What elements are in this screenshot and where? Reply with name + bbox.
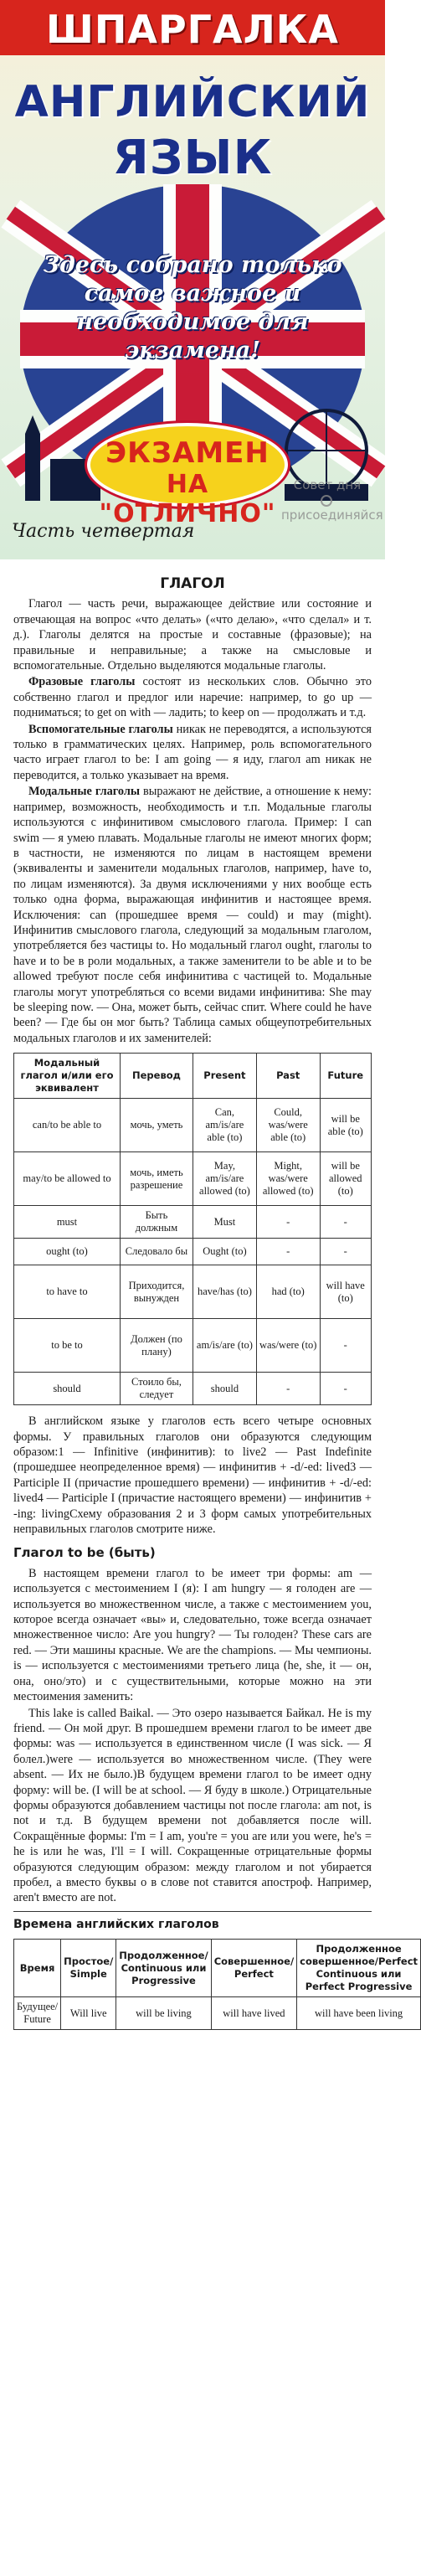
table-cell: Must [193, 1206, 256, 1239]
table-header: Present [193, 1054, 256, 1099]
auxiliary-verbs-term: Вспомогательные глаголы [28, 722, 173, 736]
exam-badge-line-1: ЭКЗАМЕН [105, 436, 270, 470]
table-row [14, 1099, 372, 1152]
table-cell: have/has (to) [193, 1265, 256, 1319]
brand-title: ШПАРГАЛКА [46, 7, 339, 52]
phrasal-verbs-term: Фразовые глаголы [28, 675, 136, 689]
verb-paragraph-4: Модальные глаголы выражают не действие, а отношение к нему: например, возможность, необходимость и т.п. Модальные глаголы используются с инфинитивом смыслового глагола. Пример: I can swim — я умею плавать. Модальные глаголы не имеют многих форм; в частности, не изменяются по лицам в настоящем времени (эквиваленты и заменители модальных глаголов, например, have to, по лицам изменяются). За двумя исключениями у них вообще есть только одна форма, выражающая инфинитив и настоящее время. Исключения: can (прошедшее время — could) и may (might). Инфинитив смыслового глагола, следующий за модальным глаголом, употребляется без частицы to. Но модальный глагол ought, глаголы to have и to be в роли модальных, а также заменители to be able и to be allowed требуют после себя инфинитива с частицей to. Модальные глаголы могут употребляться со всеми видами инфинитива: She may be sleeping now. — Она, может быть, сейчас спит. Where could he have been? — Где бы он мог быть? Таблица самых общеупотребительных модальных глаголов и их заменителей: [13, 785, 372, 1045]
table-cell: Will live [61, 1997, 116, 2030]
table-header: Модальный глагол и/или его эквивалент [14, 1054, 121, 1099]
table-row [14, 1239, 372, 1265]
table-row [14, 1265, 372, 1319]
table-row [14, 1206, 372, 1239]
modal-verbs-term: Модальные глаголы [28, 785, 141, 799]
table-cell: Ought (to) [193, 1239, 256, 1265]
subject-line-1: АНГЛИЙСКИЙ [14, 77, 371, 127]
table-cell: May, am/is/are allowed (to) [193, 1152, 256, 1206]
table-cell: will have been living [297, 1997, 421, 2030]
to-be-paragraph-2: This lake is called Baikal. — Это озеро называется Байкал. He is my friend. — Он мой друг. В прошедшем времени глагол to be имеет две формы: was — используется в единственном числе (I was sick. — Я болел.)were — используется во множественном числе. (They were absent. — Их не было.)В будущем времени глагол to be имеет одну форму: will be. (I will be at school. — Я буду в школе.) Отрицательные формы образуются добавлением частицы not после глагола: am not, is not и т.д. В будущем времени not добавляется после will. Сокращённые формы: I'm = I am, you're = you are или you were, he's = he is или he was, I'll = I will. Сокращенные отрицательные формы образуются следующим образом: между глаголом и not убирается пробел, а вместо буквы o в слове not ставится апостроф. Например, aren't вместо are not. [13, 1706, 372, 1905]
table-header: Продолженное совершенное/Perfect Continuous или Perfect Progressive [297, 1940, 421, 1997]
table-header: Перевод [120, 1054, 193, 1099]
table-cell: мочь, уметь [120, 1099, 193, 1152]
table-cell: will be living [116, 1997, 211, 2030]
table-cell: - [320, 1319, 372, 1373]
watermark-line-2: присоединяйся [281, 507, 383, 523]
exam-badge [87, 423, 288, 528]
table-cell: - [256, 1239, 320, 1265]
table-header-row [14, 1054, 372, 1099]
table-cell: - [256, 1206, 320, 1239]
table-row [14, 1373, 372, 1405]
table-cell: мочь, иметь разрешение [120, 1152, 193, 1206]
table-cell: will have (to) [320, 1265, 372, 1319]
table-cell: will be allowed (to) [320, 1152, 372, 1206]
cover-tagline: Здесь собрано только самое важное и необходимое для экзамена! [43, 252, 342, 363]
table-header: Простое/ Simple [61, 1940, 116, 1997]
table-cell: - [320, 1239, 372, 1265]
table-cell: Быть должным [120, 1206, 193, 1239]
table-cell: can/to be able to [14, 1099, 121, 1152]
table-cell: - [320, 1373, 372, 1405]
table-cell: should [14, 1373, 121, 1405]
verb-paragraph-1: Глагол — часть речи, выражающее действие или состояние и отвечающая на вопрос «что делать» («что делаю», «что сделал» и т. д.). Глаголы делятся на простые и составные (фразовые); на правильные и неправильные; а также на смысловые и вспомогательные. Отдельно выделяются модальные глаголы. [13, 597, 372, 673]
section-divider [13, 1911, 372, 1912]
table-header: Время [14, 1940, 61, 1997]
table-cell: should [193, 1373, 256, 1405]
watermark-line-1: Совет дня [293, 477, 362, 492]
table-cell: Can, am/is/are able (to) [193, 1099, 256, 1152]
table-header: Future [320, 1054, 372, 1099]
table-cell: Стоило бы, следует [120, 1373, 193, 1405]
exam-badge-line-2: НА "ОТЛИЧНО" [99, 470, 276, 528]
verb-section-title: ГЛАГОЛ [160, 575, 225, 592]
table-cell: to be to [14, 1319, 121, 1373]
table-cell: will have lived [211, 1997, 296, 2030]
table-cell: Could, was/were able (to) [256, 1099, 320, 1152]
table-row [14, 1319, 372, 1373]
watermark [281, 477, 383, 523]
table-cell: to have to [14, 1265, 121, 1319]
table-cell: must [14, 1206, 121, 1239]
table-cell: - [320, 1206, 372, 1239]
table-cell: ought (to) [14, 1239, 121, 1265]
table-cell: - [256, 1373, 320, 1405]
table-cell: Следовало бы [120, 1239, 193, 1265]
table-cell: Might, was/were allowed (to) [256, 1152, 320, 1206]
table-cell: Будущее/ Future [14, 1997, 61, 2030]
table-cell: Должен (по плану) [120, 1319, 193, 1373]
cover [0, 0, 385, 559]
table-header-row [14, 1940, 421, 1997]
content [0, 559, 418, 2030]
table-cell: had (to) [256, 1265, 320, 1319]
verb-forms-paragraph: В английском языке у глаголов есть всего четыре основных формы. У правильных глаголов они образуются следующим образом:1 — Infinitive (инфинитив): to live2 — Past Indefinite (прошедшее неопределенное время) — инфинитив + -d/-ed: lived3 — Participle II (причастие прошедшего времени) — инфинитив + -d/-ed: lived4 — Participle I (причастие настоящего времени) — инфинитив + -ing: livingСхему образования 2 и 3 форм самых употребительных неправильных глаголов смотрите ниже. [13, 1414, 372, 1537]
subject-line-2: ЯЗЫК [112, 131, 273, 185]
to-be-paragraph-1: В настоящем времени глагол to be имеет три формы: am — используется с местоимением I (я): I am hungry — я голоден are — используется во множественном числе, а также с местоимением you, которое всегда означает «вы» и, следовательно, тоже всегда означает множественное число: Are you hungry? — Ты голоден? These cars are red. — Эти машины красные. We are the champions. — Мы чемпионы. is — используется с местоимениями третьего лица (he, she, it — он, она, оно/это) и с существительными, которые можно на эти местоимения заменить: [13, 1566, 372, 1704]
to-be-section-title: Глагол to be (быть) [13, 1545, 156, 1561]
table-cell: am/is/are (to) [193, 1319, 256, 1373]
join-icon [321, 495, 332, 507]
table-cell: may/to be allowed to [14, 1152, 121, 1206]
table-row [14, 1997, 421, 2030]
table-header: Продолженное/ Continuous или Progressive [116, 1940, 211, 1997]
table-cell: Приходится, вынужден [120, 1265, 193, 1319]
table-cell: was/were (to) [256, 1319, 320, 1373]
verb-paragraph-2: Фразовые глаголы состоят из нескольких слов. Обычно это собственно глагол и предлог или наречие: например, to go up — подниматься; to get on with — ладить; to keep on — продолжать и т.д. [13, 675, 372, 720]
modal-verbs-table [13, 1053, 372, 1405]
tenses-table [13, 1939, 421, 2030]
table-header: Past [256, 1054, 320, 1099]
table-row [14, 1152, 372, 1206]
verb-paragraph-3: Вспомогательные глаголы никак не переводятся, а используются только в грамматических целях. Например, роль вспомогательного часто играет глагол to be: I am going — я иду, глагол am никак не переводится, а только указывает на время. [13, 722, 372, 782]
table-cell: will be able (to) [320, 1099, 372, 1152]
part-label: Часть четвертая [12, 521, 195, 542]
tenses-section-title: Времена английских глаголов [13, 1917, 219, 1931]
table-header: Совершенное/ Perfect [211, 1940, 296, 1997]
